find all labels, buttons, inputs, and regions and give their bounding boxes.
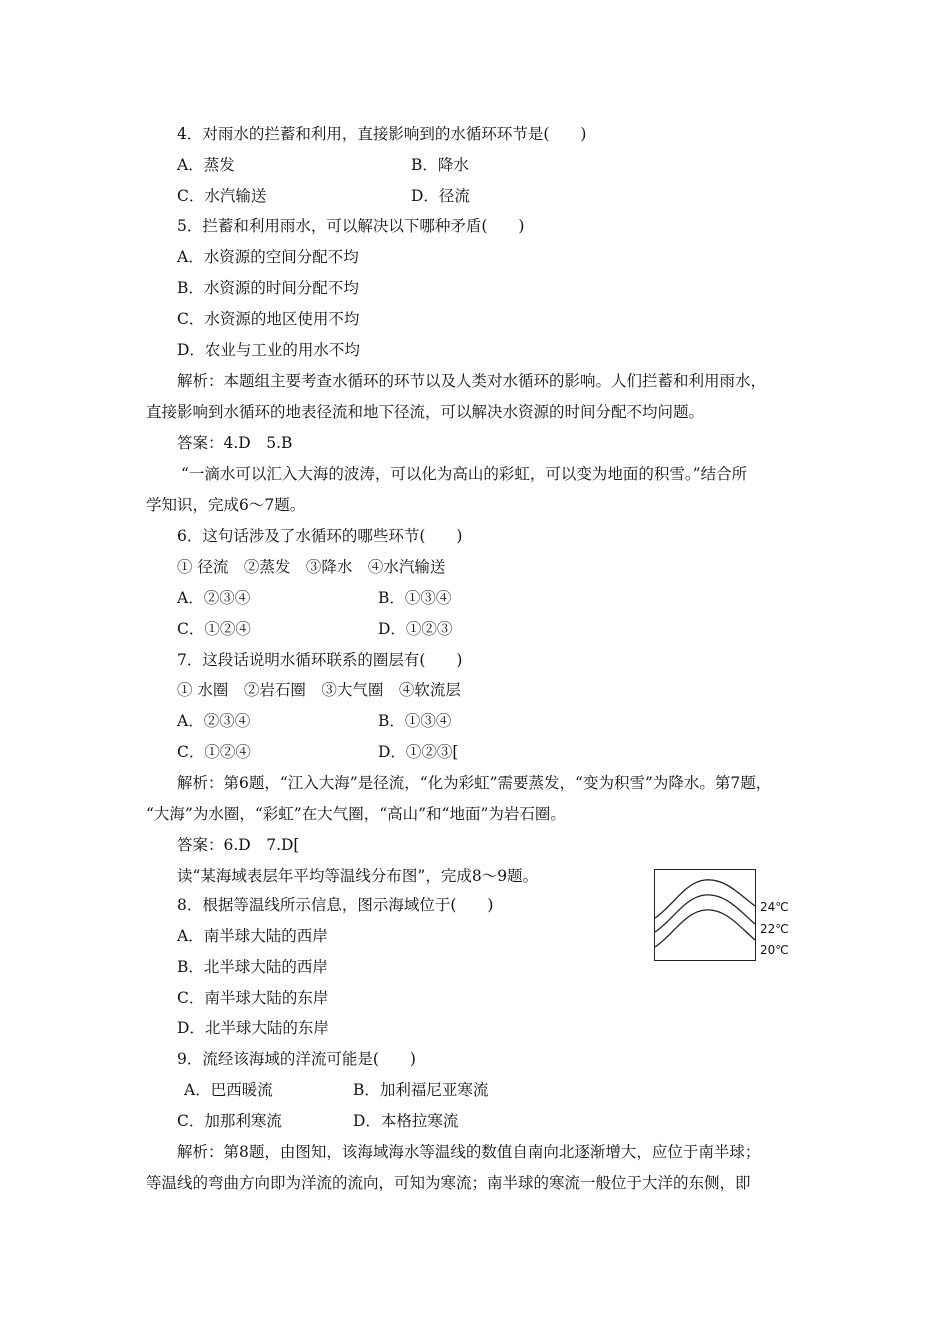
option-b: B．加利福尼亚寒流 — [353, 1081, 489, 1099]
explanation-line: 直接影响到水循环的地表径流和地下径流，可以解决水资源的时间分配不均问题。 — [146, 403, 705, 421]
isotherm-label-24: 24℃ — [760, 900, 789, 914]
option-c: C．①②④ — [177, 743, 251, 761]
explanation-line: 解析：第6题，“江入大海”是径流，“化为彩虹”需要蒸发，“变为积雪”为降水。第7题， — [177, 774, 772, 792]
intro-line: 学知识，完成6～7题。 — [146, 496, 306, 514]
answer-line: 答案：4.D 5.B — [177, 434, 293, 452]
option-a: A．巴西暖流 — [184, 1081, 273, 1099]
option-a: A．②③④ — [177, 712, 251, 730]
option-c: C．水资源的地区使用不均 — [177, 310, 360, 328]
option-a: A．②③④ — [177, 589, 251, 607]
isotherm-lines — [655, 870, 757, 962]
option-b: B．①③④ — [378, 712, 452, 730]
option-a: A．水资源的空间分配不均 — [177, 248, 359, 266]
explanation-line: 等温线的弯曲方向即为洋流的流向，可知为寒流；南半球的寒流一般位于大洋的东侧，即 — [146, 1174, 751, 1192]
isotherm-20 — [655, 910, 755, 947]
option-d: D．本格拉寒流 — [353, 1112, 459, 1130]
explanation-line: “大海”为水圈，“彩虹”在大气圈，“高山”和“地面”为岩石圈。 — [146, 805, 566, 823]
isotherm-24 — [655, 880, 755, 918]
option-a: A．南半球大陆的西岸 — [177, 927, 328, 945]
option-c: C．南半球大陆的东岸 — [177, 989, 329, 1007]
intro-line: 读“某海域表层年平均等温线分布图”，完成8～9题。 — [177, 867, 539, 885]
intro-line: “一滴水可以汇入大海的波涛，可以化为高山的彩虹，可以变为地面的积雪。”结合所 — [181, 465, 748, 483]
option-b: B．水资源的时间分配不均 — [177, 279, 359, 297]
question-6: 6．这句话涉及了水循环的哪些环节( ) — [177, 527, 463, 545]
question-5: 5．拦蓄和利用雨水，可以解决以下哪种矛盾( ) — [177, 217, 525, 235]
question-9: 9．流经该海域的洋流可能是( ) — [177, 1050, 416, 1068]
option-b: B．①③④ — [378, 589, 452, 607]
option-d: D．农业与工业的用水不均 — [177, 341, 360, 359]
answer-line: 答案：6.D 7.D[ — [177, 836, 300, 854]
option-d: D．径流 — [411, 187, 470, 205]
option-c: C．加那利寒流 — [177, 1112, 282, 1130]
option-d: D．①②③[ — [378, 743, 459, 761]
option-a: A．蒸发 — [177, 156, 235, 174]
question-7: 7．这段话说明水循环联系的圈层有( ) — [177, 651, 463, 669]
statement-items: ① 水圈 ②岩石圈 ③大气圈 ④软流层 — [177, 681, 461, 699]
explanation-line: 解析：本题组主要考查水循环的环节以及人类对水循环的影响。人们拦蓄和利用雨水， — [177, 372, 767, 390]
isotherm-figure — [654, 869, 756, 961]
question-4: 4．对雨水的拦蓄和利用，直接影响到的水循环环节是( ) — [177, 125, 587, 143]
isotherm-label-22: 22℃ — [760, 922, 789, 936]
option-b: B．北半球大陆的西岸 — [177, 958, 328, 976]
option-c: C．①②④ — [177, 620, 251, 638]
question-8: 8．根据等温线所示信息，图示海域位于( ) — [177, 896, 494, 914]
explanation-line: 解析：第8题，由图知，该海域海水等温线的数值自南向北逐渐增大，应位于南半球； — [177, 1143, 761, 1161]
option-d: D．①②③ — [378, 620, 453, 638]
isotherm-label-20: 20℃ — [760, 943, 789, 957]
statement-items: ① 径流 ②蒸发 ③降水 ④水汽输送 — [177, 558, 446, 576]
option-b: B．降水 — [411, 156, 469, 174]
option-c: C．水汽输送 — [177, 187, 267, 205]
option-d: D．北半球大陆的东岸 — [177, 1019, 329, 1037]
